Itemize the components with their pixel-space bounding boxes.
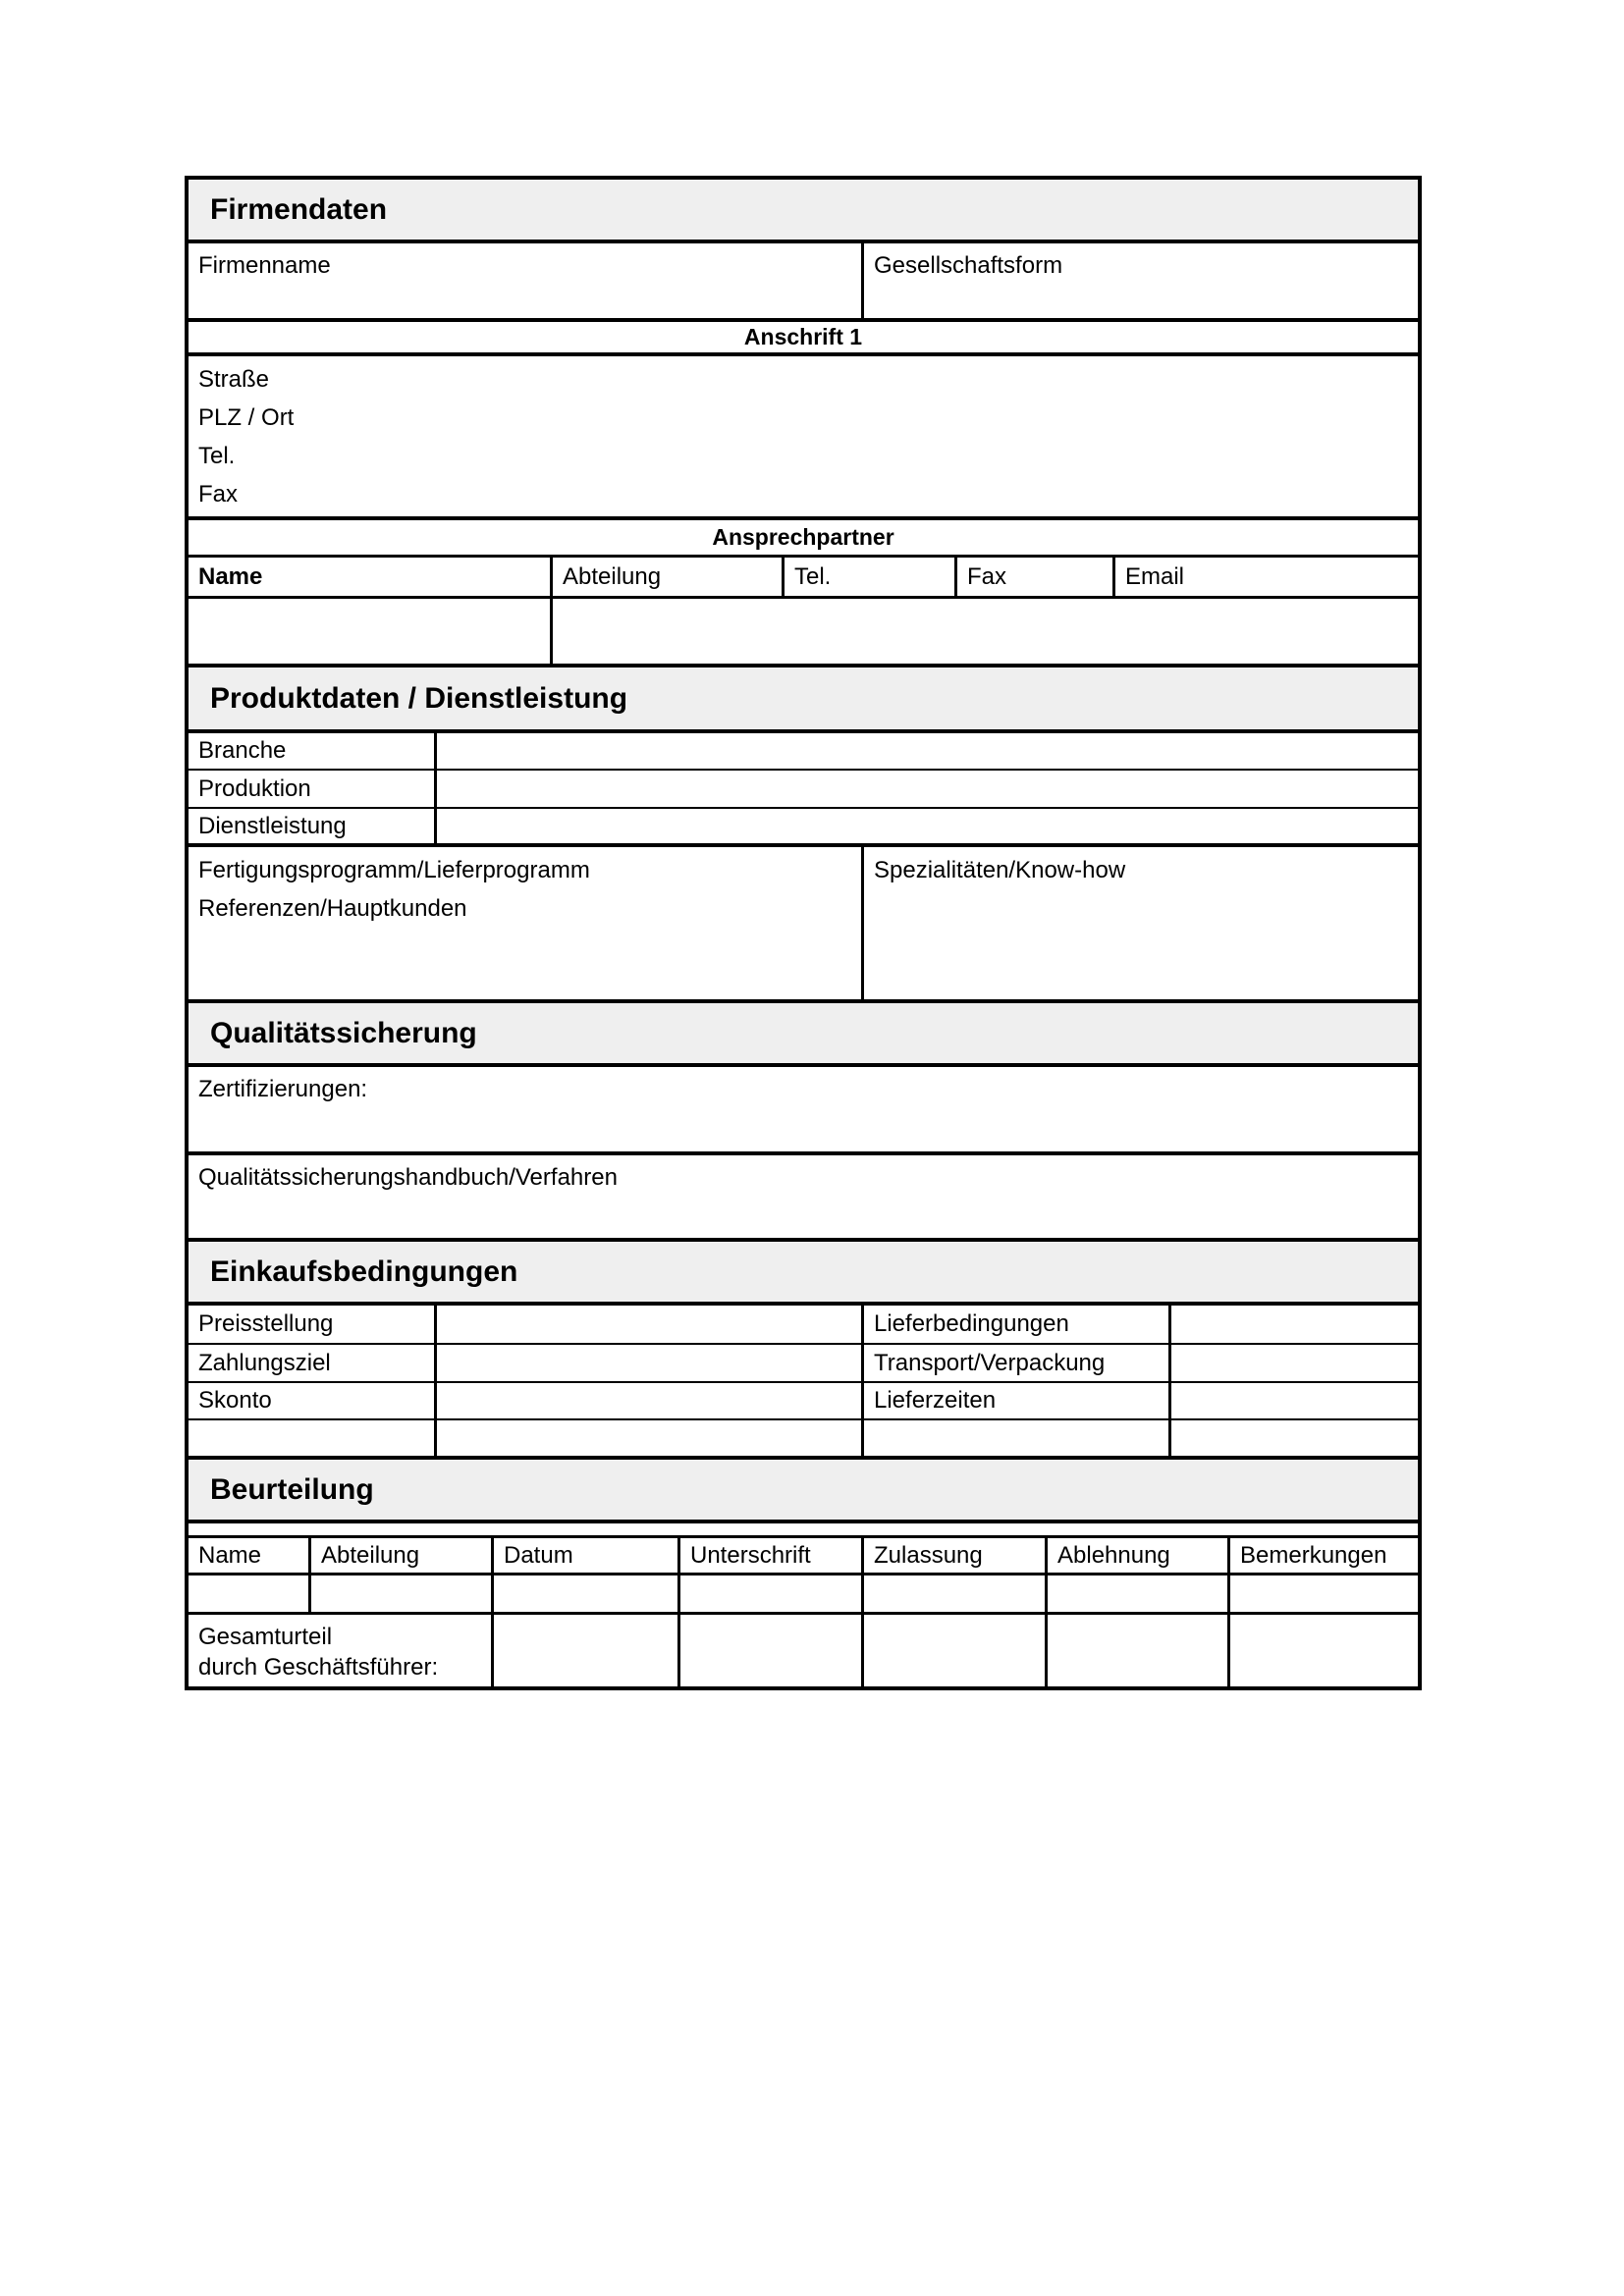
beurteilung-entry-bemerkungen[interactable] (1227, 1575, 1418, 1612)
dienstleistung-label-cell: Dienstleistung (198, 812, 347, 839)
gesamturteil-bemerkungen-field[interactable] (1227, 1615, 1418, 1686)
contact-name-field[interactable] (189, 599, 550, 664)
gesellschaftsform-label: Gesellschaftsform (874, 252, 1063, 279)
branche-field[interactable] (434, 733, 1418, 769)
branche-row (189, 733, 1418, 771)
address-block-row (189, 356, 1418, 520)
programm-row (189, 847, 1418, 1003)
anschrift-header-row (189, 322, 1418, 356)
section-header-einkaufsbedingungen (189, 1242, 1418, 1306)
supplier-data-form (185, 176, 1422, 1690)
contact-col-fax: Fax (954, 558, 1112, 596)
einkauf-empty-cell-3[interactable] (861, 1420, 1168, 1456)
beurteilung-header-row (189, 1538, 1418, 1575)
gesamturteil-row (189, 1615, 1418, 1686)
zahlungsziel-field[interactable] (434, 1345, 861, 1381)
skonto-label-cell: Skonto (198, 1387, 272, 1414)
gesamturteil-label-line1: Gesamturteil (198, 1624, 333, 1650)
ansprechpartner-header-row (189, 520, 1418, 558)
beurteilung-entry-unterschrift[interactable] (677, 1575, 861, 1612)
preisstellung-field[interactable] (434, 1306, 861, 1343)
skonto-field[interactable] (434, 1383, 861, 1418)
zertifizierungen-label: Zertifizierungen: (198, 1076, 368, 1102)
fertigungsprogramm-label: Fertigungsprogramm/Lieferprogramm (198, 857, 590, 883)
section-title-beurteilung: Beurteilung (210, 1472, 374, 1506)
einkauf-empty-cell-4[interactable] (1168, 1420, 1418, 1456)
fax-label: Fax (198, 481, 239, 507)
zahlungsziel-label-cell: Zahlungsziel (198, 1349, 331, 1376)
contact-col-name: Name (198, 562, 263, 590)
beurteilung-col-unterschrift: Unterschrift (677, 1538, 861, 1573)
contact-entry-row (189, 599, 1418, 667)
beurteilung-col-zulassung: Zulassung (861, 1538, 1045, 1573)
gesamturteil-zulassung-field[interactable] (861, 1615, 1045, 1686)
dienstleistung-field[interactable] (434, 809, 1418, 843)
firmenname-field[interactable] (189, 243, 861, 318)
section-title-firmendaten: Firmendaten (210, 192, 388, 226)
contact-columns-header-row (189, 558, 1418, 599)
section-header-qualitaetssicherung (189, 1003, 1418, 1067)
lieferbedingungen-label-cell: Lieferbedingungen (861, 1306, 1168, 1343)
lieferbedingungen-field[interactable] (1168, 1306, 1418, 1343)
beurteilung-col-name: Name (198, 1541, 262, 1569)
spezialitaeten-label: Spezialitäten/Know-how (874, 857, 1126, 883)
einkauf-empty-cell-2[interactable] (434, 1420, 861, 1456)
preisstellung-label-cell: Preisstellung (198, 1310, 334, 1337)
contact-col-email: Email (1112, 558, 1418, 596)
gesamturteil-label-cell (189, 1615, 491, 1686)
einkauf-empty-row (189, 1420, 1418, 1460)
handbuch-field[interactable] (189, 1155, 1418, 1238)
beurteilung-entry-abteilung[interactable] (308, 1575, 491, 1612)
produktion-row (189, 771, 1418, 809)
produktion-field[interactable] (434, 771, 1418, 807)
gesellschaftsform-field[interactable] (861, 243, 1418, 318)
lieferzeiten-field[interactable] (1168, 1383, 1418, 1418)
contact-details-field[interactable] (550, 599, 1418, 664)
produktion-label-cell: Produktion (198, 774, 311, 802)
lieferzeiten-label-cell: Lieferzeiten (861, 1383, 1168, 1418)
skonto-row (189, 1383, 1418, 1420)
tel-label: Tel. (198, 443, 236, 469)
beurteilung-entry-datum[interactable] (491, 1575, 677, 1612)
gesamturteil-ablehnung-field[interactable] (1045, 1615, 1227, 1686)
contact-col-tel: Tel. (782, 558, 954, 596)
zahlungsziel-row (189, 1345, 1418, 1383)
plz-ort-label: PLZ / Ort (198, 404, 295, 431)
referenzen-label: Referenzen/Hauptkunden (198, 895, 467, 922)
handbuch-row (189, 1155, 1418, 1242)
anschrift-header: Anschrift 1 (743, 324, 863, 349)
transport-label-cell: Transport/Verpackung (861, 1345, 1168, 1381)
beurteilung-entry-ablehnung[interactable] (1045, 1575, 1227, 1612)
section-header-firmendaten (189, 180, 1418, 243)
strasse-label: Straße (198, 366, 270, 393)
firmenname-label: Firmenname (198, 252, 331, 279)
address-block-field[interactable] (189, 356, 1418, 516)
section-title-produktdaten: Produktdaten / Dienstleistung (210, 681, 628, 715)
einkauf-empty-cell-1[interactable] (189, 1420, 434, 1456)
beurteilung-entry-zulassung[interactable] (861, 1575, 1045, 1612)
contact-col-abteilung: Abteilung (550, 558, 782, 596)
handbuch-label: Qualitätssicherungshandbuch/Verfahren (198, 1164, 618, 1191)
fertigungsprogramm-field[interactable] (189, 847, 861, 999)
ansprechpartner-header: Ansprechpartner (712, 524, 894, 550)
gesamturteil-datum-field[interactable] (491, 1615, 677, 1686)
section-title-qualitaetssicherung: Qualitätssicherung (210, 1016, 477, 1049)
gesamturteil-unterschrift-field[interactable] (677, 1615, 861, 1686)
beurteilung-spacer-row (189, 1523, 1418, 1538)
section-header-beurteilung (189, 1460, 1418, 1523)
section-title-einkaufsbedingungen: Einkaufsbedingungen (210, 1255, 518, 1288)
gesamturteil-label-line2: durch Geschäftsführer: (198, 1654, 439, 1681)
company-name-row (189, 243, 1418, 322)
preisstellung-row (189, 1306, 1418, 1345)
beurteilung-entry-row (189, 1575, 1418, 1615)
section-header-produktdaten (189, 667, 1418, 733)
beurteilung-col-ablehnung: Ablehnung (1045, 1538, 1227, 1573)
beurteilung-col-abteilung: Abteilung (308, 1538, 491, 1573)
dienstleistung-row (189, 809, 1418, 847)
spezialitaeten-field[interactable] (861, 847, 1418, 999)
zertifizierungen-row (189, 1067, 1418, 1155)
zertifizierungen-field[interactable] (189, 1067, 1418, 1151)
beurteilung-col-datum: Datum (491, 1538, 677, 1573)
beurteilung-col-bemerkungen: Bemerkungen (1227, 1538, 1418, 1573)
transport-field[interactable] (1168, 1345, 1418, 1381)
branche-label-cell: Branche (198, 737, 287, 764)
beurteilung-entry-name[interactable] (189, 1575, 308, 1612)
